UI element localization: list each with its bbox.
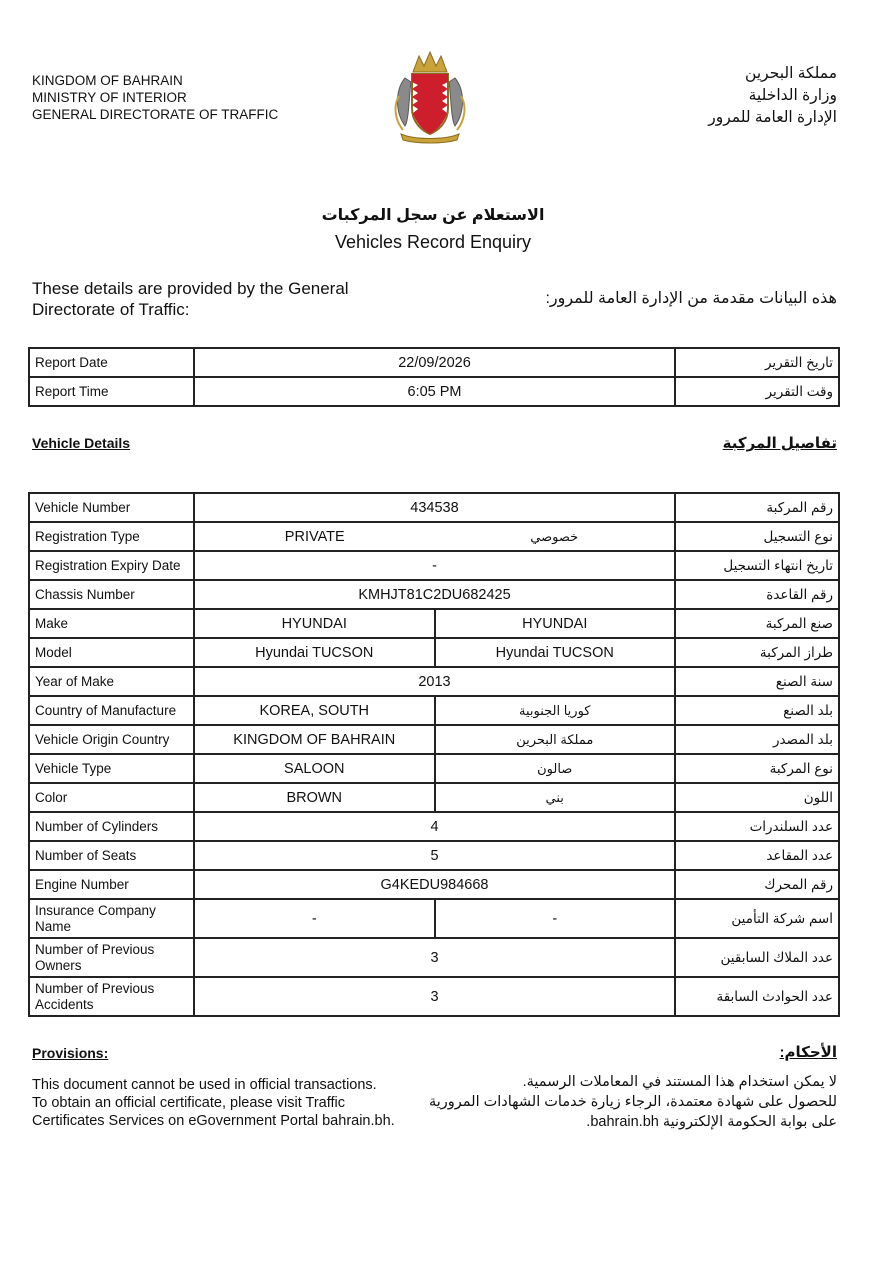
- table-row: [29, 377, 839, 406]
- chassis-number-value: KMHJT81C2DU682425: [194, 580, 675, 609]
- registration-expiry-label-en: Registration Expiry Date: [29, 551, 194, 580]
- country-of-manufacture-value-ar: كوريا الجنوبية: [435, 696, 676, 725]
- kingdom-name-en: KINGDOM OF BAHRAIN: [32, 73, 183, 88]
- previous-accidents-value: 3: [194, 977, 675, 1016]
- bahrain-emblem-icon: [391, 50, 469, 144]
- seats-value: 5: [194, 841, 675, 870]
- origin-country-label-en: Vehicle Origin Country: [29, 725, 194, 754]
- model-value-en: Hyundai TUCSON: [194, 638, 435, 667]
- intro-text-en: These details are provided by the General Directorate of Traffic:: [32, 279, 349, 319]
- origin-country-label-ar: بلد المصدر: [675, 725, 839, 754]
- report-time-value: 6:05 PM: [194, 377, 675, 406]
- provisions-line-en: To obtain an official certificate, please visit Traffic: [32, 1095, 345, 1111]
- origin-country-value-ar: مملكة البحرين: [435, 725, 676, 754]
- model-label-ar: طراز المركبة: [675, 638, 839, 667]
- country-of-manufacture-label-ar: بلد الصنع: [675, 696, 839, 725]
- insurance-company-value-en: -: [194, 899, 435, 938]
- intro-text-ar: هذه البيانات مقدمة من الإدارة العامة للمرور:: [545, 290, 837, 307]
- chassis-number-label-en: Chassis Number: [29, 580, 194, 609]
- year-of-make-label-ar: سنة الصنع: [675, 667, 839, 696]
- table-row: [29, 870, 839, 899]
- engine-number-label-ar: رقم المحرك: [675, 870, 839, 899]
- table-row: [29, 348, 839, 377]
- vehicle-details-heading-en: Vehicle Details: [32, 435, 131, 451]
- table-row: [29, 812, 839, 841]
- previous-accidents-label-en: Number of Previous Accidents: [29, 977, 194, 1016]
- table-row: [29, 522, 839, 551]
- model-label-en: Model: [29, 638, 194, 667]
- vehicle-type-label-ar: نوع المركبة: [675, 754, 839, 783]
- provisions-text-ar: [428, 1072, 837, 1132]
- previous-owners-label-ar: عدد الملاك السابقين: [675, 938, 839, 977]
- year-of-make-label-en: Year of Make: [29, 667, 194, 696]
- make-label-ar: صنع المركبة: [675, 609, 839, 638]
- year-of-make-value: 2013: [194, 667, 675, 696]
- color-label-ar: اللون: [675, 783, 839, 812]
- vehicle-details-table: [28, 492, 840, 1017]
- registration-type-label-ar: نوع التسجيل: [675, 522, 839, 551]
- country-of-manufacture-label-en: Country of Manufacture: [29, 696, 194, 725]
- chassis-number-label-ar: رقم القاعدة: [675, 580, 839, 609]
- insurance-company-value-ar: -: [435, 899, 676, 938]
- directorate-name-en: GENERAL DIRECTORATE OF TRAFFIC: [32, 107, 279, 122]
- provisions-heading-en: Provisions:: [32, 1045, 109, 1061]
- document-title-en: Vehicles Record Enquiry: [334, 232, 532, 252]
- table-row: [29, 938, 839, 977]
- engine-number-value: G4KEDU984668: [194, 870, 675, 899]
- table-row: [29, 977, 839, 1016]
- table-row: [29, 696, 839, 725]
- vehicle-number-label-ar: رقم المركبة: [675, 493, 839, 522]
- table-row: [29, 580, 839, 609]
- ministry-name-ar: وزارة الداخلية: [748, 87, 837, 104]
- insurance-company-label-ar: اسم شركة التأمين: [675, 899, 839, 938]
- provisions-line-ar: على بوابة الحكومة الإلكترونية bahrain.bh.: [586, 1114, 837, 1130]
- make-value-en: HYUNDAI: [194, 609, 435, 638]
- table-row: [29, 667, 839, 696]
- table-row: [29, 754, 839, 783]
- color-value-ar: بني: [435, 783, 676, 812]
- cylinders-label-ar: عدد السلندرات: [675, 812, 839, 841]
- seats-label-en: Number of Seats: [29, 841, 194, 870]
- header-arabic: [708, 63, 837, 129]
- table-row: [29, 783, 839, 812]
- provisions-line-ar: للحصول على شهادة معتمدة، الرجاء زيارة خدمات الشهادات المرورية: [428, 1094, 837, 1110]
- report-time-label-ar: وقت التقرير: [675, 377, 839, 406]
- origin-country-value-en: KINGDOM OF BAHRAIN: [194, 725, 435, 754]
- provisions-line-en: Certificates Services on eGovernment Portal bahrain.bh.: [32, 1113, 395, 1129]
- registration-type-label-en: Registration Type: [29, 522, 194, 551]
- provisions-line-ar: لا يمكن استخدام هذا المستند في المعاملات الرسمية.: [522, 1074, 837, 1090]
- cylinders-label-en: Number of Cylinders: [29, 812, 194, 841]
- report-table: [28, 347, 840, 407]
- kingdom-name-ar: مملكة البحرين: [745, 65, 837, 82]
- registration-expiry-label-ar: تاريخ انتهاء التسجيل: [675, 551, 839, 580]
- previous-accidents-label-ar: عدد الحوادث السابقة: [675, 977, 839, 1016]
- table-row: [29, 841, 839, 870]
- directorate-name-ar: الإدارة العامة للمرور: [708, 109, 837, 126]
- table-row: [29, 609, 839, 638]
- previous-owners-value: 3: [194, 938, 675, 977]
- header-english: [32, 72, 278, 123]
- table-row: [29, 638, 839, 667]
- vehicle-type-value-ar: صالون: [435, 754, 676, 783]
- provisions-line-en: This document cannot be used in official transactions.: [32, 1077, 377, 1093]
- table-row: [29, 551, 839, 580]
- table-row: [29, 725, 839, 754]
- engine-number-label-en: Engine Number: [29, 870, 194, 899]
- table-row: [29, 899, 839, 938]
- registration-type-value-en: PRIVATE: [194, 522, 435, 551]
- model-value-ar: Hyundai TUCSON: [435, 638, 676, 667]
- country-of-manufacture-value-en: KOREA, SOUTH: [194, 696, 435, 725]
- report-date-label-en: Report Date: [29, 348, 194, 377]
- report-date-value: 22/09/2026: [194, 348, 675, 377]
- registration-expiry-value: -: [194, 551, 675, 580]
- vehicle-number-label-en: Vehicle Number: [29, 493, 194, 522]
- table-row: [29, 493, 839, 522]
- make-value-ar: HYUNDAI: [435, 609, 676, 638]
- report-time-label-en: Report Time: [29, 377, 194, 406]
- vehicle-details-heading-ar: تفاصيل المركبة: [722, 435, 837, 452]
- vehicle-number-value: 434538: [194, 493, 675, 522]
- make-label-en: Make: [29, 609, 194, 638]
- insurance-company-label-en: Insurance Company Name: [29, 899, 194, 938]
- vehicle-type-value-en: SALOON: [194, 754, 435, 783]
- report-date-label-ar: تاريخ التقرير: [675, 348, 839, 377]
- previous-owners-label-en: Number of Previous Owners: [29, 938, 194, 977]
- vehicle-type-label-en: Vehicle Type: [29, 754, 194, 783]
- document-title-ar: الاستعلام عن سجل المركبات: [321, 207, 545, 224]
- ministry-name-en: MINISTRY OF INTERIOR: [32, 90, 187, 105]
- provisions-text-en: [32, 1076, 432, 1130]
- seats-label-ar: عدد المقاعد: [675, 841, 839, 870]
- cylinders-value: 4: [194, 812, 675, 841]
- registration-type-value-ar: خصوصي: [435, 522, 676, 551]
- color-value-en: BROWN: [194, 783, 435, 812]
- provisions-heading-ar: الأحكام:: [779, 1044, 837, 1061]
- color-label-en: Color: [29, 783, 194, 812]
